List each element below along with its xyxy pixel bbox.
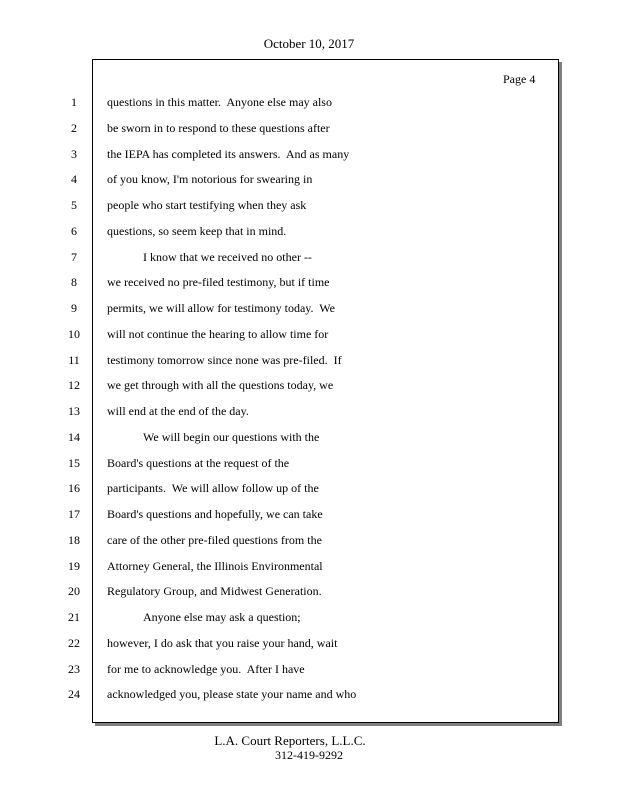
transcript-line-text: We will begin our questions with the [143,430,320,444]
line-number: 3 [71,147,77,161]
page-number: Page 4 [503,72,536,86]
line-number: 13 [68,404,80,418]
transcript-line-text: will not continue the hearing to allow time for [107,327,329,341]
transcript-line-text: we received no pre-filed testimony, but if time [107,275,330,289]
transcript-line-text: questions, so seem keep that in mind. [107,224,287,238]
line-number: 10 [68,327,80,341]
transcript-line-text: testimony tomorrow since none was pre-filed. If [107,353,342,367]
transcript-line-text: we get through with all the questions today, we [107,378,334,392]
line-number: 2 [71,121,77,135]
transcript-line-text: Regulatory Group, and Midwest Generation. [107,584,322,598]
line-number: 17 [68,507,80,521]
transcript-line-text: will end at the end of the day. [107,404,249,418]
line-number: 4 [71,172,77,186]
transcript-line-text: acknowledged you, please state your name and who [107,687,357,701]
transcript-line-text: permits, we will allow for testimony today. We [107,301,335,315]
transcript-line-text: people who start testifying when they ask [107,198,307,212]
transcript-line-text: Board's questions and hopefully, we can take [107,507,323,521]
line-number: 15 [68,456,80,470]
transcript-line-text: Attorney General, the Illinois Environmental [107,559,323,573]
line-number: 8 [71,275,77,289]
transcript-line-text: Board's questions at the request of the [107,456,290,470]
transcript-line-text: Anyone else may ask a question; [143,610,301,624]
line-number: 18 [68,533,80,547]
line-number: 1 [71,95,77,109]
transcript-line-text: of you know, I'm notorious for swearing in [107,172,313,186]
line-number: 11 [68,353,80,367]
line-number: 16 [68,481,80,495]
line-number: 20 [68,584,80,598]
line-number: 22 [68,636,80,650]
transcript-line-text: participants. We will allow follow up of the [107,481,319,495]
transcript-line-text: questions in this matter. Anyone else may also [107,95,332,109]
line-number: 7 [71,250,77,264]
transcript-line-text: the IEPA has completed its answers. And as many [107,147,350,161]
line-number: 9 [71,301,77,315]
line-number: 6 [71,224,77,238]
line-number: 5 [71,198,77,212]
transcript-line-text: however, I do ask that you raise your hand, wait [107,636,338,650]
line-number: 14 [68,430,80,444]
line-number: 12 [68,378,80,392]
line-number: 23 [68,662,80,676]
line-number: 21 [68,610,80,624]
court-reporter-phone: 312-419-9292 [275,748,343,762]
transcript-line-text: be sworn in to respond to these questions after [107,121,330,135]
line-number: 19 [68,559,80,573]
transcript-line-text: for me to acknowledge you. After I have [107,662,305,676]
line-number: 24 [68,687,80,701]
transcript-date: October 10, 2017 [263,36,355,51]
transcript-line-text: I know that we received no other -- [143,250,312,264]
court-reporter-company: L.A. Court Reporters, L.L.C. [214,733,366,748]
transcript-line-text: care of the other pre-filed questions from the [107,533,322,547]
